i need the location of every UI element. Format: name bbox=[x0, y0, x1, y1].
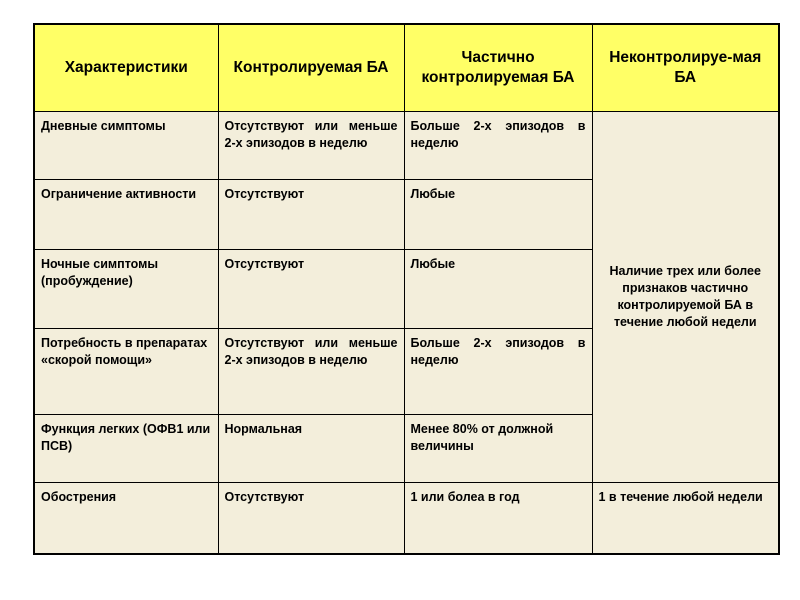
header-partly-controlled: Частично контролируемая БА bbox=[404, 24, 592, 111]
table-row bbox=[34, 111, 779, 179]
cell-partly-controlled: Менее 80% от должной величины bbox=[404, 414, 592, 482]
cell-partly-controlled: Любые bbox=[404, 249, 592, 328]
cell-controlled: Отсутствуют или меньше 2-х эпизодов в неделю bbox=[218, 111, 404, 179]
header-controlled: Контролируемая БА bbox=[218, 24, 404, 111]
cell-characteristic: Ночные симптомы (пробуждение) bbox=[34, 249, 218, 328]
cell-partly-controlled: Больше 2-х эпизодов в неделю bbox=[404, 328, 592, 414]
cell-characteristic: Функция легких (ОФВ1 или ПСВ) bbox=[34, 414, 218, 482]
cell-partly-controlled: 1 или болеа в год bbox=[404, 482, 592, 554]
cell-controlled: Отсутствуют bbox=[218, 482, 404, 554]
header-characteristics: Характеристики bbox=[34, 24, 218, 111]
asthma-control-table bbox=[33, 23, 780, 555]
cell-characteristic: Обострения bbox=[34, 482, 218, 554]
cell-controlled: Отсутствуют или меньше 2-х эпизодов в неделю bbox=[218, 328, 404, 414]
cell-uncontrolled-merged: Наличие трех или более признаков частично контролируемой БА в течение любой недели bbox=[592, 111, 779, 482]
table-header bbox=[34, 24, 779, 111]
cell-characteristic: Потребность в препаратах «скорой помощи» bbox=[34, 328, 218, 414]
cell-controlled: Отсутствуют bbox=[218, 179, 404, 249]
cell-characteristic: Ограничение активности bbox=[34, 179, 218, 249]
cell-characteristic: Дневные симптомы bbox=[34, 111, 218, 179]
header-row bbox=[34, 24, 779, 111]
table-body bbox=[34, 111, 779, 554]
header-uncontrolled: Неконтролируе-мая БА bbox=[592, 24, 779, 111]
cell-controlled: Нормальная bbox=[218, 414, 404, 482]
cell-uncontrolled: 1 в течение любой недели bbox=[592, 482, 779, 554]
cell-partly-controlled: Больше 2-х эпизодов в неделю bbox=[404, 111, 592, 179]
cell-controlled: Отсутствуют bbox=[218, 249, 404, 328]
cell-partly-controlled: Любые bbox=[404, 179, 592, 249]
table-row bbox=[34, 482, 779, 554]
